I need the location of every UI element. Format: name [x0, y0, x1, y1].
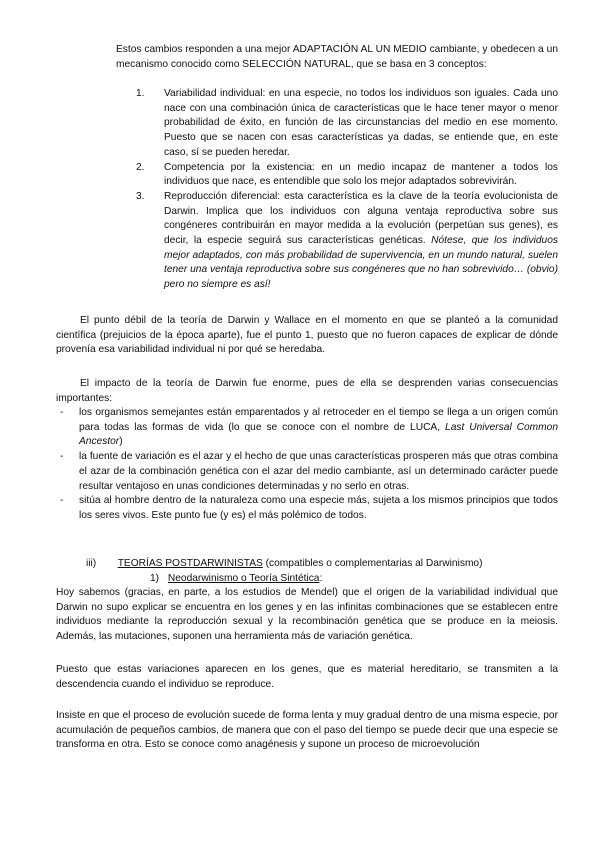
concept-item	[136, 87, 558, 161]
impact-intro-paragraph: El impacto de la teoría de Darwin fue enorme, pues de ella se desprenden varias consecuencias importantes:	[56, 378, 558, 404]
concept-item	[136, 190, 558, 293]
consequence-text-tail: )	[119, 436, 123, 448]
concept-text: Variabilidad individual: en una especie, no todos los individuos son iguales. Cada uno nace con una combinación única de características que le hace tener mayor o menor probabilidad de éxito, en función de las circunstancias del medio en ese momento. Puesto que se nacen con esas características ya dadas, se entiende que, en este caso, sí se pueden heredar.	[164, 88, 558, 158]
concepts-list	[136, 87, 558, 293]
concept-text-body: Reproducción diferencial: esta característica es la clave de la teoría evolucionista de Darwin. Implica que los individuos con alguna ventaja reproductiva sobre sus congéneres contribuirán en mayor medida a la evolución (perpetúan sus genes), es decir, la especie seguirá sus características genéticas.	[164, 190, 558, 247]
section-number: iii)	[86, 558, 97, 569]
paragraph-heredity: Puesto que estas variaciones aparecen en los genes, que es material hereditario, se transmiten a la descendencia cuando el individuo se reproduce.	[56, 664, 558, 690]
concept-number: 1.	[136, 88, 145, 99]
section-title: TEORÍAS POSTDARWINISTAS	[117, 558, 263, 569]
consequence-text	[79, 406, 558, 450]
weak-point-paragraph: El punto débil de la teoría de Darwin y Wallace en el momento en que se planteó a la comunidad científica (prejuicios de la época aparte), fue el punto 1, puesto que no fueron capaces de explicar de dónde provenía esa variabilidad individual ni por qué se heredaba.	[56, 315, 558, 356]
concept-number: 2.	[136, 161, 145, 173]
consequences-list	[60, 406, 558, 524]
subsection-heading	[150, 572, 558, 587]
consequence-text: sitúa al hombre dentro de la naturaleza como una especie más, sujeta a los mismos principios que todos los seres vivos. Este punto fue (y es) el más polémico de todos.	[79, 495, 558, 521]
dash-bullet: -	[60, 407, 64, 418]
concept-text: Competencia por la existencia: en un medio incapaz de mantener a todos los individuos que nace, es entendible que solo los mejor adaptados sobrevivirán.	[164, 161, 558, 188]
concept-number: 3.	[136, 190, 145, 202]
consequence-text: la fuente de variación es el azar y el hecho de que unas características prosperen más que otras combina el azar de la combinación genética con el azar del medio cambiante, así un determinado carácter puede resultar ventajoso en unas condiciones determinadas y no serlo en otras.	[79, 451, 558, 492]
subsection-title: Neodarwinismo o Teoría Sintética	[167, 573, 320, 584]
subsection-colon: :	[319, 573, 323, 584]
section-subtitle: (compatibles o complementarias al Darwinismo)	[265, 558, 483, 569]
paragraph-anagenesis: Insiste en que el proceso de evolución sucede de forma lenta y muy gradual dentro de una misma especie, por acumulación de pequeños cambios, de manera que con el paso del tiempo se puede decir que una especie se transforma en otra. Esto se conoce como anagénesis y supone un proceso de microevolución	[56, 710, 558, 751]
section-heading	[86, 557, 558, 572]
concept-text	[164, 190, 558, 293]
consequence-item	[60, 450, 558, 494]
dash-bullet: -	[60, 495, 64, 507]
concept-item	[136, 161, 558, 190]
consequence-item	[60, 406, 558, 450]
subsection-number: 1)	[150, 573, 160, 584]
intro-paragraph: Estos cambios responden a una mejor ADAPTACIÓN AL UN MEDIO cambiante, y obedecen a un mecanismo conocido como SELECCIÓN NATURAL, que se basa en 3 conceptos:	[116, 44, 558, 70]
paragraph-variability: Hoy sabemos (gracias, en parte, a los estudios de Mendel) que el origen de la variabilidad individual que Darwin no supo explicar se encuentra en los genes y en las infinitas combinaciones que se establecen entre individuos mediante la reproducción sexual y la recombinación genética que se produce en la meiosis. Además, las mutaciones, suponen una herramienta más de variación genética.	[56, 587, 558, 643]
luca-expansion: Last Universal Common Ancestor	[79, 421, 558, 448]
concept-note: Nótese, que los individuos mejor adaptados, con más probabilidad de supervivencia, en un mundo natural, suelen tener una ventaja reproductiva sobre sus congéneres que no han sobrevivido… (obvio) pero no siempre es así!	[164, 235, 558, 291]
dash-bullet: -	[60, 451, 64, 463]
consequence-text-body: los organismos semejantes están emparentados y al retroceder en el tiempo se llega a un origen común para todas las formas de vida (lo que se conoce con el nombre de LUCA,	[79, 407, 558, 433]
consequence-item	[60, 494, 558, 523]
